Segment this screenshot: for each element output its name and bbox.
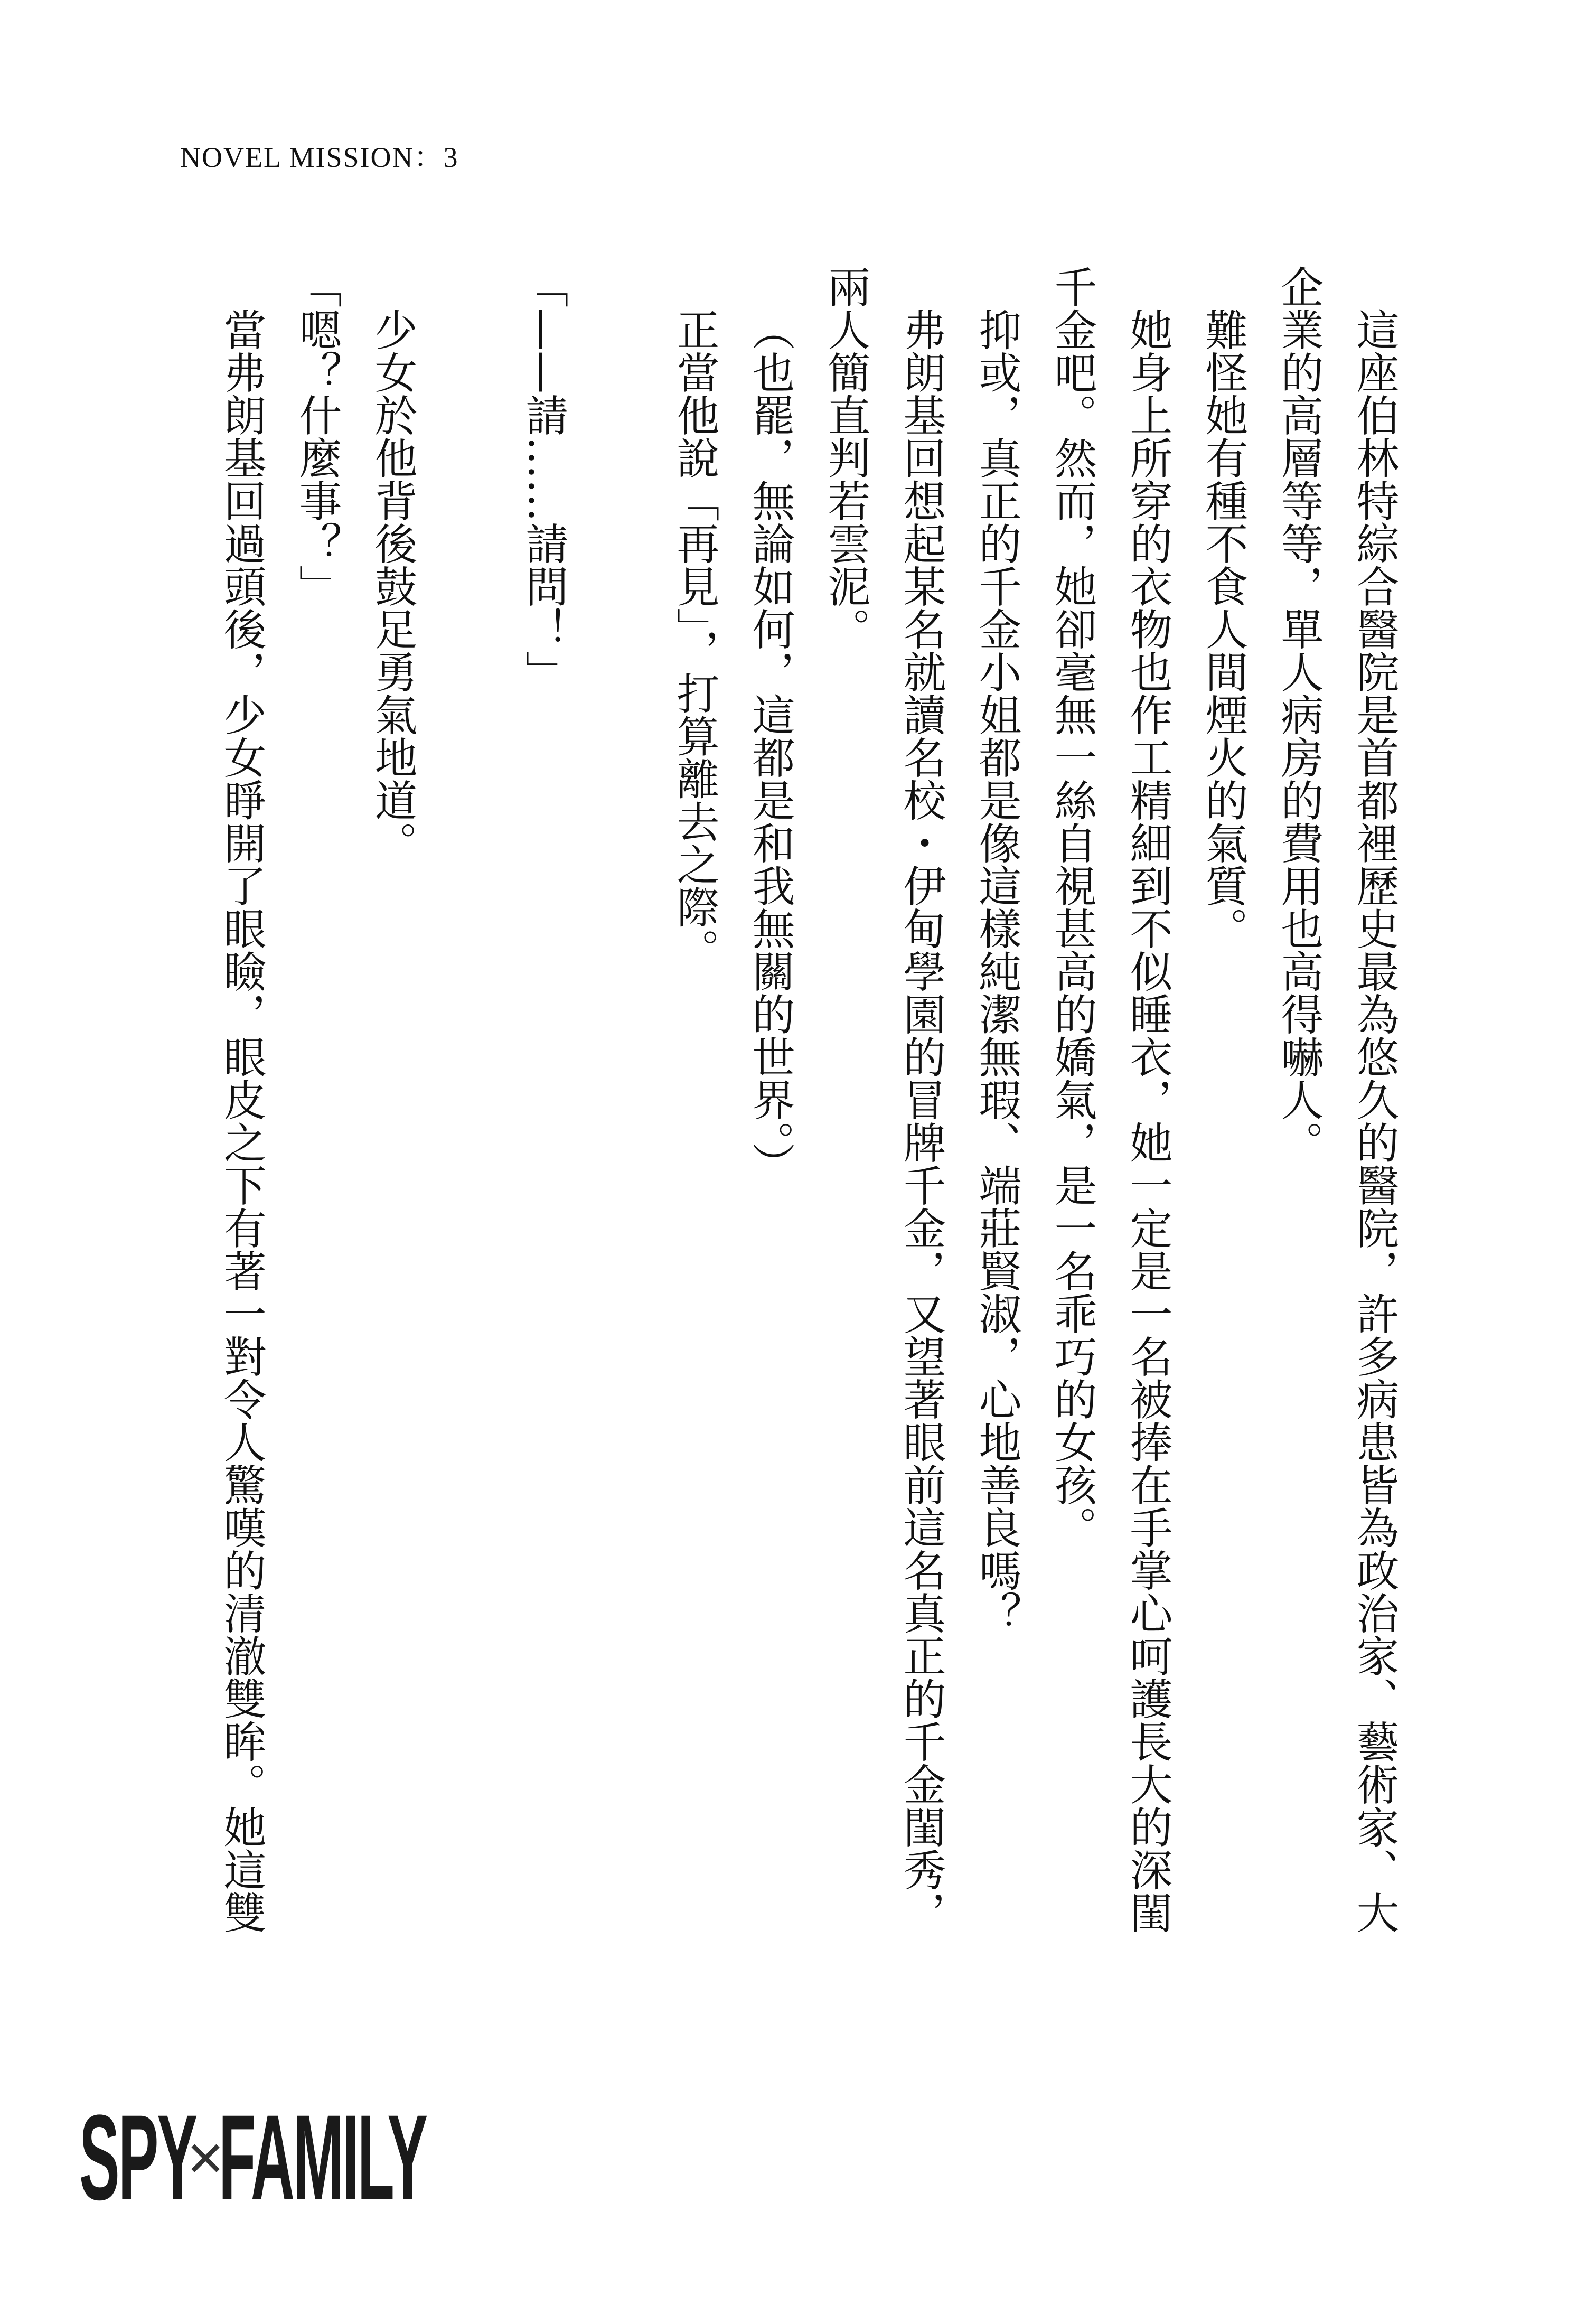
- text-column: 千金吧。然而，她卻毫無一絲自視甚高的嬌氣，是一名乖巧的女孩。: [1047, 265, 1097, 1549]
- text-column: 正當他說「再見」，打算離去之際。: [670, 308, 719, 971]
- text-column: 「——請……請問！」: [519, 265, 568, 693]
- text-column: 企業的高層等等，單人病房的費用也高得嚇人。: [1274, 265, 1323, 1164]
- logo-spy: SPY: [79, 2089, 196, 2225]
- logo-family: FAMILY: [219, 2089, 427, 2225]
- blank-column: [581, 265, 656, 1903]
- text-column: 「嗯？什麼事？」: [292, 265, 342, 607]
- spy-family-logo: [79, 2089, 459, 2225]
- text-column: 她身上所穿的衣物也作工精細到不似睡衣，她一定是一名被捧在手掌心呵護長大的深閨: [1123, 308, 1172, 1934]
- blank-column: [430, 265, 505, 1903]
- text-column: 難怪她有種不食人間煙火的氣質。: [1198, 308, 1248, 950]
- text-column: （也罷，無論如何，這都是和我無關的世界。）: [745, 308, 795, 1185]
- text-column: 這座伯林特綜合醫院是首都裡歷史最為悠久的醫院，許多病患皆為政治家、藝術家、大: [1349, 308, 1399, 1934]
- text-column: 兩人簡直判若雲泥。: [821, 265, 870, 650]
- text-column: 當弗朗基回過頭後，少女睜開了眼瞼，眼皮之下有著一對令人驚嘆的清澈雙眸。她這雙: [217, 308, 266, 1934]
- text-column: 少女於他背後鼓足勇氣地道。: [368, 308, 417, 864]
- page-header: NOVEL MISSION：3: [180, 142, 459, 173]
- text-column: 抑或，真正的千金小姐都是像這樣純潔無瑕、端莊賢淑，心地善良嗎？: [972, 308, 1021, 1634]
- vertical-text-body: [203, 265, 1412, 1934]
- logo-cross: ×: [187, 2122, 224, 2193]
- text-column: 弗朗基回想起某名就讀名校・伊甸學園的冒牌千金，又望著眼前這名真正的千金閨秀，: [896, 308, 946, 1934]
